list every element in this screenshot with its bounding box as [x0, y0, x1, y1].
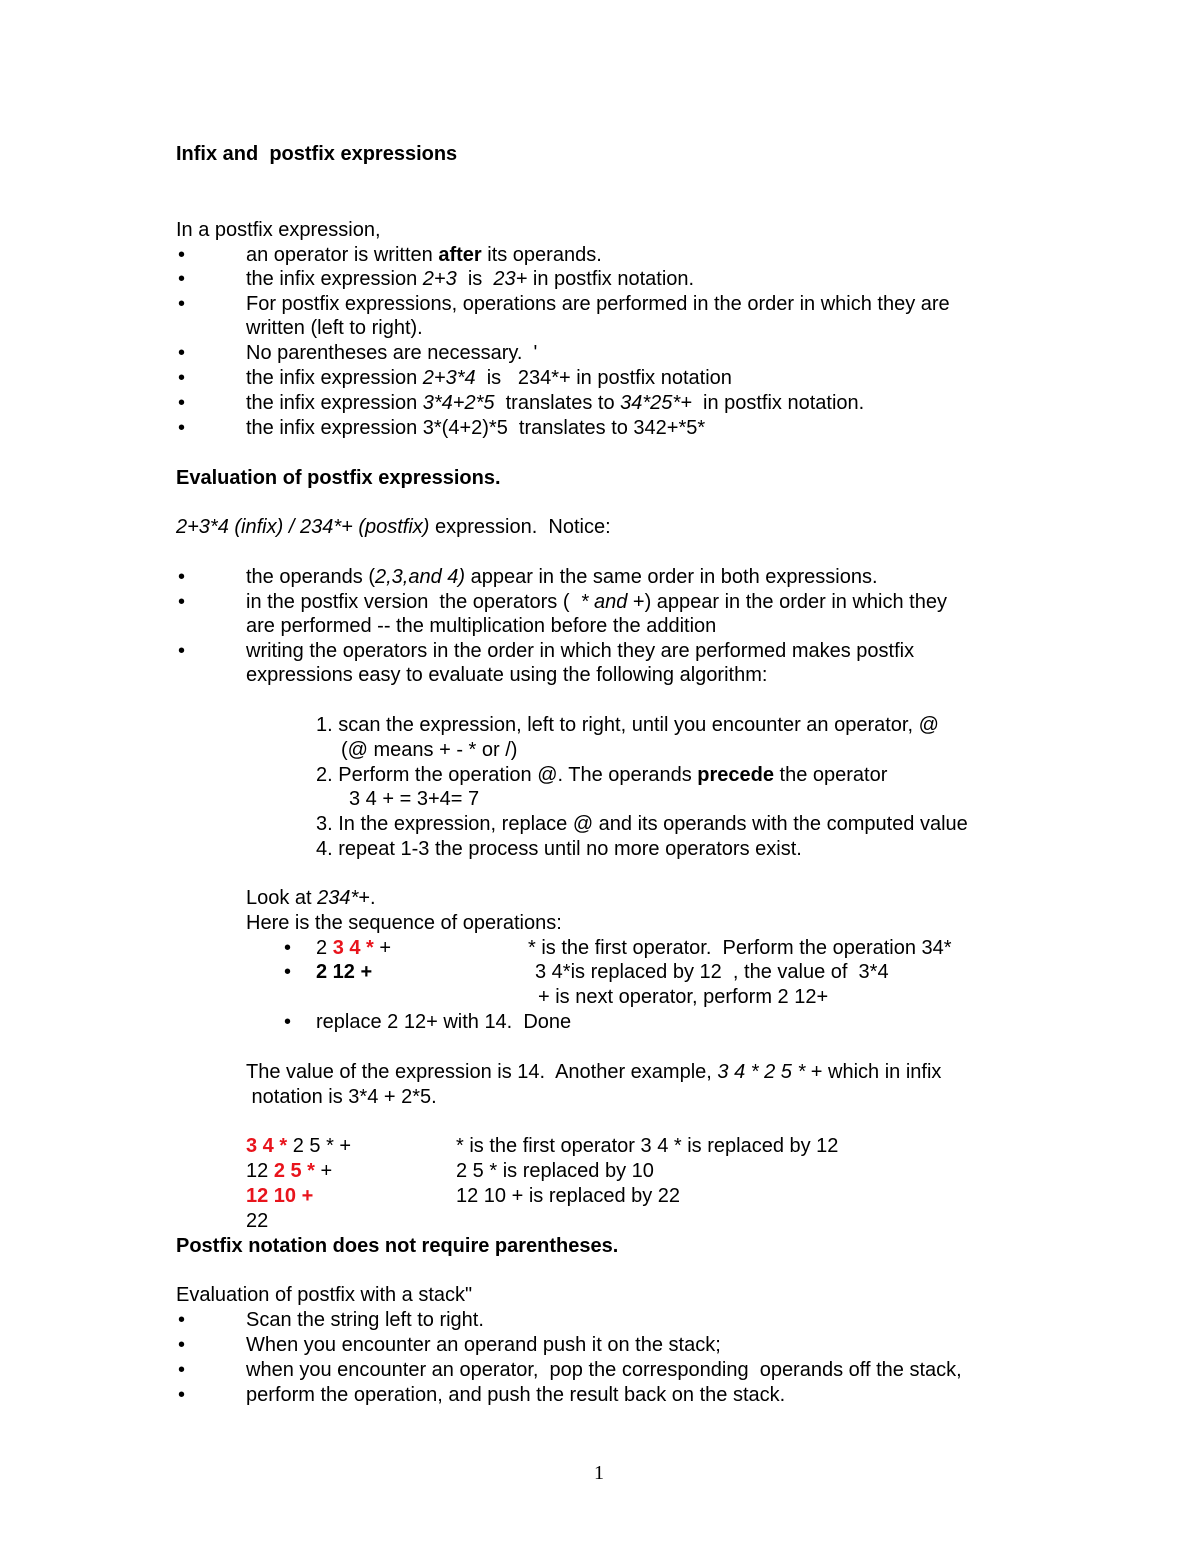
example-row-2-desc: 2 5 * is replaced by 10 [456, 1160, 654, 1182]
bullet-infix-2-3: the infix expression 2+3 is 23+ in postfix notation. [246, 268, 695, 290]
algorithm-step-2-example: 3 4 + = 3+4= 7 [349, 788, 480, 810]
operation-step-2-desc: 3 4*is replaced by 12 , the value of 3*4 [535, 961, 889, 983]
sequence-intro: Here is the sequence of operations: [246, 912, 562, 934]
bullet-icon: • [178, 367, 186, 389]
algorithm-step-1-note: (@ means + - * or /) [341, 739, 518, 761]
bullet-icon: • [178, 417, 186, 439]
bullet-infix-2-3-4: the infix expression 2+3*4 is 234*+ in postfix notation [246, 367, 732, 389]
bullet-icon: • [178, 342, 186, 364]
stack-step-push: When you encounter an operand push it on the stack; [246, 1334, 721, 1356]
example-row-1-expr: 3 4 * 2 5 * + [246, 1135, 352, 1157]
bullet-icon: • [284, 937, 292, 959]
notice-text: 2+3*4 (infix) / 234*+ (postfix) expression. Notice: [176, 516, 611, 538]
algorithm-step-4: 4. repeat 1-3 the process until no more operators exist. [316, 838, 802, 860]
bullet-infix-parens: the infix expression 3*(4+2)*5 translates to 342+*5* [246, 417, 706, 439]
bullet-icon: • [178, 640, 186, 662]
value-text-line1: The value of the expression is 14. Another example, 3 4 * 2 5 * + which in infix [246, 1061, 942, 1083]
stack-intro: Evaluation of postfix with a stack" [176, 1284, 473, 1306]
bullet-infix-3-4-2-5: the infix expression 3*4+2*5 translates to 34*25*+ in postfix notation. [246, 392, 865, 414]
bullet-icon: • [178, 591, 186, 613]
stack-step-scan: Scan the string left to right. [246, 1309, 484, 1331]
bullet-order-line2: written (left to right). [246, 317, 423, 339]
algorithm-step-2: 2. Perform the operation @. The operands precede the operator [316, 764, 888, 786]
example-row-1-desc: * is the first operator 3 4 * is replaced by 12 [456, 1135, 839, 1157]
bullet-icon: • [178, 1384, 186, 1406]
example-row-4-result: 22 [246, 1210, 269, 1232]
algorithm-step-1: 1. scan the expression, left to right, until you encounter an operator, @ [316, 714, 939, 736]
bullet-icon: • [178, 566, 186, 588]
bullet-icon: • [178, 268, 186, 290]
bullet-icon: • [178, 1334, 186, 1356]
operation-step-1-desc: * is the first operator. Perform the operation 34* [528, 937, 952, 959]
section-heading-evaluation: Evaluation of postfix expressions. [176, 467, 501, 489]
value-text-line2: notation is 3*4 + 2*5. [246, 1086, 437, 1108]
bullet-icon: • [178, 244, 186, 266]
bullet-icon: • [284, 1011, 292, 1033]
operation-step-2-expr: 2 12 + [316, 961, 373, 983]
look-at-text: Look at 234*+. [246, 887, 376, 909]
bullet-no-parentheses: No parentheses are necessary. ' [246, 342, 538, 364]
operation-step-1-expr: 2 3 4 * + [316, 937, 392, 959]
intro-text: In a postfix expression, [176, 219, 381, 241]
bullet-icon: • [284, 961, 292, 983]
bullet-operators-order-line2: are performed -- the multiplication before the addition [246, 615, 717, 637]
bullet-operator-after: an operator is written after its operands. [246, 244, 602, 266]
bullet-algorithm-intro-line1: writing the operators in the order in which they are performed makes postfix [246, 640, 915, 662]
example-row-3-desc: 12 10 + is replaced by 22 [456, 1185, 681, 1207]
stack-step-perform: perform the operation, and push the result back on the stack. [246, 1384, 786, 1406]
example-row-2-expr: 12 2 5 * + [246, 1160, 333, 1182]
bullet-icon: • [178, 1309, 186, 1331]
bullet-icon: • [178, 293, 186, 315]
bullet-order-line1: For postfix expressions, operations are performed in the order in which they are [246, 293, 950, 315]
operation-step-2-next: + is next operator, perform 2 12+ [538, 986, 829, 1008]
example-row-3-expr: 12 10 + [246, 1185, 314, 1207]
bullet-algorithm-intro-line2: expressions easy to evaluate using the following algorithm: [246, 664, 768, 686]
postfix-note-heading: Postfix notation does not require parentheses. [176, 1235, 619, 1257]
stack-step-pop: when you encounter an operator, pop the corresponding operands off the stack, [246, 1359, 962, 1381]
algorithm-step-3: 3. In the expression, replace @ and its operands with the computed value [316, 813, 968, 835]
bullet-operators-order-line1: in the postfix version the operators ( * and +) appear in the order in which they [246, 591, 947, 613]
page-title: Infix and postfix expressions [176, 143, 458, 165]
bullet-icon: • [178, 1359, 186, 1381]
page-number: 1 [594, 1462, 604, 1484]
bullet-icon: • [178, 392, 186, 414]
operation-step-3: replace 2 12+ with 14. Done [316, 1011, 572, 1033]
bullet-operands-order: the operands (2,3,and 4) appear in the same order in both expressions. [246, 566, 878, 588]
